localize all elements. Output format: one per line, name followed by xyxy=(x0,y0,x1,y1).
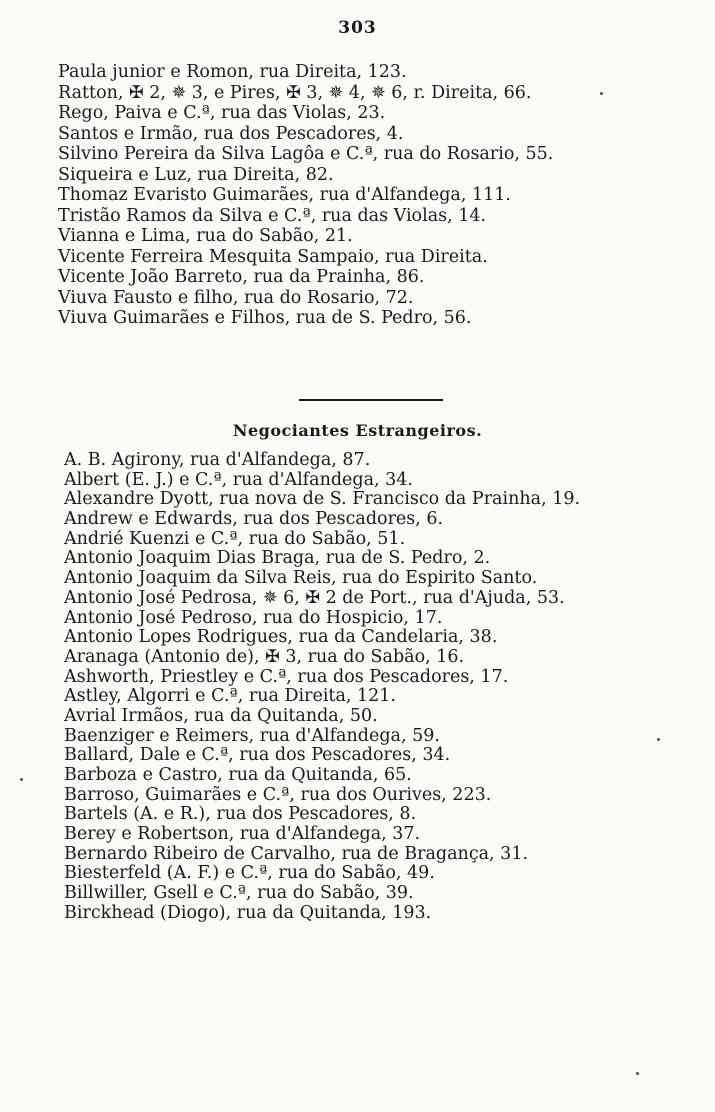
list-item: Rego, Paiva e C.ª, rua das Violas, 23. xyxy=(58,103,386,123)
list-item: Siqueira e Luz, rua Direita, 82. xyxy=(58,164,334,185)
list-item: Paula junior e Romon, rua Direita, 123. xyxy=(58,62,407,82)
list-item: Alexandre Dyott, rua nova de S. Francisco da Prainha, 19. xyxy=(64,489,581,510)
list-item: Biesterfeld (A. F.) e C.ª, rua do Sabão, 49. xyxy=(64,863,435,884)
list-item: Antonio Joaquim da Silva Reis, rua do Espirito Santo. xyxy=(64,568,538,589)
list-item: Andrié Kuenzi e C.ª, rua do Sabão, 51. xyxy=(64,528,406,549)
list-item: Vicente João Barreto, rua da Prainha, 86. xyxy=(58,267,425,287)
list-item: Avrial Irmãos, rua da Quitanda, 50. xyxy=(64,705,378,726)
merchant-list-continued xyxy=(58,62,553,329)
list-item: Billwiller, Gsell e C.ª, rua do Sabão, 39. xyxy=(64,883,414,904)
list-item: Antonio Joaquim Dias Braga, rua de S. Pedro, 2. xyxy=(64,548,491,569)
list-item: A. B. Agirony, rua d'Alfandega, 87. xyxy=(64,450,371,470)
list-item: Vicente Ferreira Mesquita Sampaio, rua Direita. xyxy=(58,246,488,267)
list-item: Astley, Algorri e C.ª, rua Direita, 121. xyxy=(64,686,396,707)
list-item: Thomaz Evaristo Guimarães, rua d'Alfandega, 111. xyxy=(58,185,511,205)
list-item: Barroso, Guimarães e C.ª, rua dos Ourives, 223. xyxy=(64,784,492,805)
list-item: Baenziger e Reimers, rua d'Alfandega, 59. xyxy=(64,725,440,746)
list-item: Antonio Lopes Rodrigues, rua da Candelaria, 38. xyxy=(64,627,498,648)
list-item: Bernardo Ribeiro de Carvalho, rua de Bragança, 31. xyxy=(64,843,529,864)
list-item: Aranaga (Antonio de), ✠ 3, rua do Sabão, 16. xyxy=(64,646,465,667)
list-item: Andrew e Edwards, rua dos Pescadores, 6. xyxy=(64,509,444,530)
paper-speck xyxy=(657,738,660,741)
list-item: Santos e Irmão, rua dos Pescadores, 4. xyxy=(58,123,404,144)
paper-speck xyxy=(636,1072,639,1075)
list-item: Ashworth, Priestley e C.ª, rua dos Pescadores, 17. xyxy=(64,666,509,687)
list-item: Ratton, ✠ 2, ✵ 3, e Pires, ✠ 3, ✵ 4, ✵ 6, r. Direita, 66. xyxy=(58,82,532,103)
list-item: Tristão Ramos da Silva e C.ª, rua das Violas, 14. xyxy=(58,205,487,226)
paper-speck xyxy=(20,778,23,781)
list-item: Silvino Pereira da Silva Lagôa e C.ª, rua do Rosario, 55. xyxy=(58,144,554,164)
list-item: Bartels (A. e R.), rua dos Pescadores, 8. xyxy=(64,804,417,825)
section-divider xyxy=(299,399,443,401)
list-item: Albert (E. J.) e C.ª, rua d'Alfandega, 34. xyxy=(64,469,413,490)
list-item: Berey e Robertson, rua d'Alfandega, 37. xyxy=(64,824,421,845)
foreign-merchant-list xyxy=(64,451,580,924)
list-item: Ballard, Dale e C.ª, rua dos Pescadores, 34. xyxy=(64,745,451,766)
list-item: Antonio José Pedrosa, ✵ 6, ✠ 2 de Port., rua d'Ajuda, 53. xyxy=(64,587,565,608)
list-item: Antonio José Pedroso, rua do Hospicio, 17. xyxy=(64,607,443,628)
section-title: Negociantes Estrangeiros. xyxy=(232,421,483,440)
paper-speck xyxy=(600,92,603,95)
list-item: Birckhead (Diogo), rua da Quitanda, 193. xyxy=(64,902,432,923)
list-item: Viuva Guimarães e Filhos, rua de S. Pedro, 56. xyxy=(58,308,472,328)
list-item: Barboza e Castro, rua da Quitanda, 65. xyxy=(64,765,412,785)
page-number: 303 xyxy=(338,18,377,38)
list-item: Viuva Fausto e filho, rua do Rosario, 72. xyxy=(58,287,414,308)
list-item: Vianna e Lima, rua do Sabão, 21. xyxy=(58,226,353,246)
